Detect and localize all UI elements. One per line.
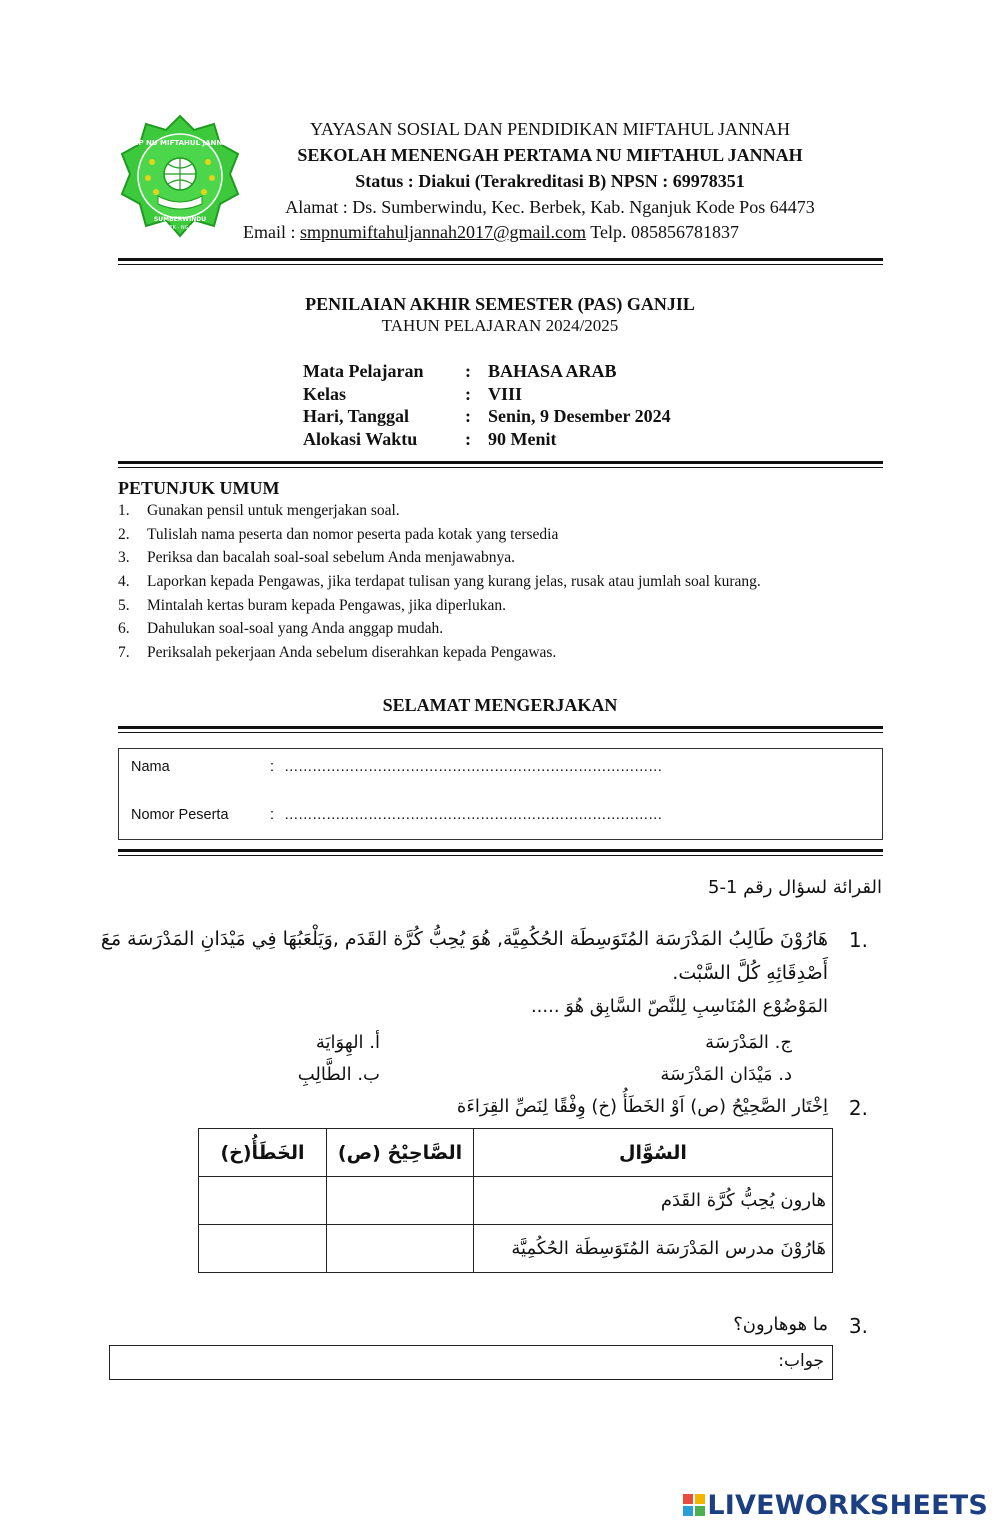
instructions-title: PETUNJUK UMUM: [118, 478, 280, 498]
phone: Telp. 085856781837: [590, 222, 739, 242]
correct-cell[interactable]: [327, 1225, 474, 1273]
q3-number: .3: [848, 1314, 868, 1338]
header-divider: [118, 258, 883, 265]
svg-text:SMP NU MIFTAHUL JANNAH: SMP NU MIFTAHUL JANNAH: [126, 139, 234, 147]
number-label: Nomor Peserta: [131, 807, 229, 823]
q2-number: .2: [848, 1096, 868, 1120]
name-label: Nama: [131, 759, 170, 775]
statement-cell: هارون يُحِبُّ كُرَّة القَدَم: [474, 1177, 833, 1225]
closing-text: SELAMAT MENGERJAKAN: [382, 695, 618, 715]
school-status: Status : Diakui (Terakreditasi B) NPSN : 69978351: [355, 171, 745, 191]
exam-info: [303, 361, 671, 451]
number-field[interactable]: ………………………………………………………………………: [284, 807, 662, 823]
header-correct: الصَّاحِيْحُ (ص): [327, 1129, 474, 1177]
liveworksheets-logo-icon: [683, 1492, 705, 1514]
list-item: 2. Tulislah nama peserta dan nomor peserta pada kotak yang tersedia: [118, 525, 559, 543]
list-item: 1. Gunakan pensil untuk mengerjakan soal.: [118, 502, 400, 519]
identity-divider: [118, 849, 883, 856]
header-wrong: الخَطَأُ(خ): [199, 1129, 327, 1177]
exam-year: TAHUN PELAJARAN 2024/2025: [381, 316, 619, 335]
wrong-cell[interactable]: [199, 1177, 327, 1225]
contact-line: [243, 222, 739, 243]
instructions-list: [118, 502, 761, 668]
correct-cell[interactable]: [327, 1177, 474, 1225]
email-label: Email :: [243, 222, 296, 242]
q1-option-b[interactable]: ب. الطَّالِبِ: [297, 1064, 380, 1085]
liveworksheets-watermark: LIVEWORKSHEETS: [683, 1490, 988, 1521]
info-row: Kelas : VIII: [303, 383, 523, 404]
list-item: 3. Periksa dan bacalah soal-soal sebelum Anda menjawabnya.: [118, 549, 516, 567]
info-divider: [118, 461, 883, 468]
q3-answer-box[interactable]: [109, 1345, 833, 1380]
info-row: Mata Pelajaran : BAHASA ARAB: [303, 361, 617, 381]
list-item: 5. Mintalah kertas buram kepada Pengawas, jika diperlukan.: [118, 596, 506, 614]
table-row: [199, 1225, 833, 1273]
table-row: [199, 1177, 833, 1225]
identity-box: Nama : ……………………………………………………………………… Nomor Peserta : ………………………………………………………………………: [118, 748, 883, 840]
q1-prompt: المَوْضُوْع المُنَاسِبِ لِلنَّصّ السَّابِق هُوَ .....: [530, 996, 828, 1017]
school-name: SEKOLAH MENENGAH PERTAMA NU MIFTAHUL JANNAH: [297, 145, 803, 165]
svg-text:BERBEK - NGANJUK: BERBEK - NGANJUK: [155, 225, 205, 231]
reading-heading: القرائة لسؤال رقم 1-5: [708, 877, 882, 898]
answer-label: جواب:: [778, 1351, 824, 1371]
table-header-row: [199, 1129, 833, 1177]
closing-divider: [118, 726, 883, 733]
info-row: Hari, Tanggal : Senin, 9 Desember 2024: [303, 406, 671, 426]
svg-text:SUMBERWINDU: SUMBERWINDU: [153, 216, 207, 223]
list-item: 4. Laporkan kepada Pengawas, jika terdapat tulisan yang kurang jelas, rusak atau jumlah soal kurang.: [118, 573, 761, 591]
q1-number: .1: [848, 928, 868, 952]
school-address: Alamat : Ds. Sumberwindu, Kec. Berbek, Kab. Nganjuk Kode Pos 64473: [285, 197, 815, 217]
email-link[interactable]: smpnumiftahuljannah2017@gmail.com: [300, 222, 587, 242]
wrong-cell[interactable]: [199, 1225, 327, 1273]
q3-prompt: ما هوهارون؟: [733, 1314, 828, 1335]
info-row: Alokasi Waktu : 90 Menit: [303, 428, 557, 449]
q1-text-line1: هَارُوْنَ طَالِبُ المَدْرَسَة المُتَوَسِطَة الحُكُمِيَّة, هُوَ يُحِبُّ كُرَّة القَدَم ,وَيَلْعَبُهَا فِي مَيْدَانِ المَدْرَسَة مَعَ: [100, 928, 828, 950]
q2-prompt: اِخْتَار الصَّحِيْحُ (ص) اَوْ الخَطَأُ (خ) وِفْقًا لِنَصِّ القِرَاءَة: [456, 1096, 828, 1117]
q2-table: [198, 1128, 833, 1273]
list-item: 7. Periksalah pekerjaan Anda sebelum diserahkan kepada Pengawas.: [118, 644, 557, 662]
foundation-name: YAYASAN SOSIAL DAN PENDIDIKAN MIFTAHUL JANNAH: [309, 119, 791, 139]
statement-cell: هَارُوْنَ مدرس المَدْرَسَة المُتَوَسِطَة الحُكُمِيَّة: [474, 1225, 833, 1273]
name-field[interactable]: ………………………………………………………………………: [284, 759, 662, 775]
q1-option-d[interactable]: د. مَيْدَان المَدْرَسَة: [660, 1064, 792, 1085]
header-question: السُوَّال: [474, 1129, 833, 1177]
list-item: 6. Dahulukan soal-soal yang Anda anggap mudah.: [118, 620, 444, 638]
q1-option-a[interactable]: أ. الهِوَايَة: [315, 1032, 380, 1053]
exam-title: PENILAIAN AKHIR SEMESTER (PAS) GANJIL: [305, 294, 695, 314]
q1-option-c[interactable]: ج. المَدْرَسَة: [705, 1032, 792, 1053]
q1-text-line2: أَصْدِقَائِهِ كُلَّ السَّبْت.: [672, 962, 828, 984]
